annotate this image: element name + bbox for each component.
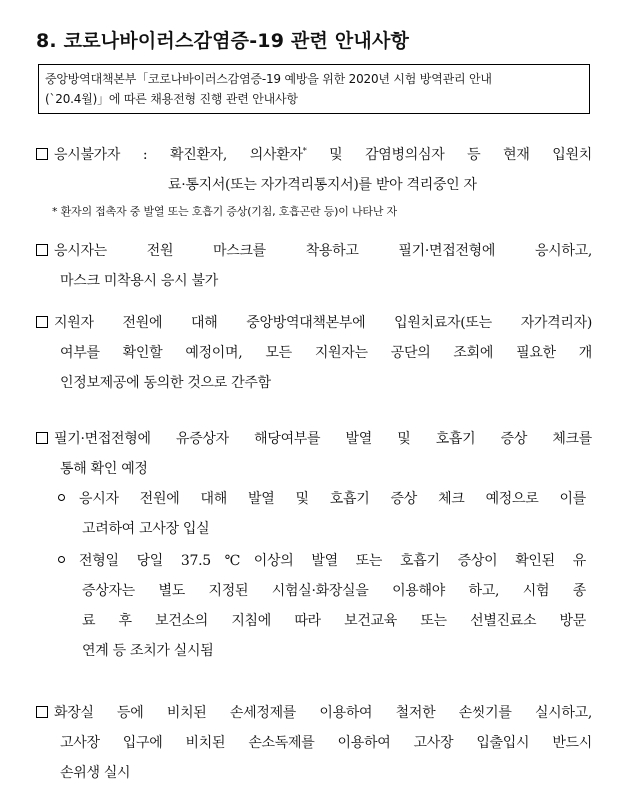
subitem-temperature-check <box>58 484 586 544</box>
item-line: 고사장 입구에 비치된 손소독제를 이용하여 고사장 입출입시 반드시 <box>60 735 592 751</box>
subitem-text: 응시자 전원에 대해 발열 및 호흡기 증상 체크 예정으로 이를 <box>79 491 586 507</box>
item-line: 손위생 실시 <box>60 765 131 781</box>
subitem-line: 료 후 보건소의 지침에 따라 보건교육 또는 선별진료소 방문 <box>82 613 586 629</box>
item-symptom-check <box>36 424 592 484</box>
subitem-line: 고려하여 고사장 입실 <box>82 521 210 537</box>
item-text: 필기·면접전형에 유증상자 해당여부를 발열 및 호흡기 증상 체크를 <box>54 431 592 447</box>
subitem-line <box>58 484 586 514</box>
item-verification <box>36 308 592 398</box>
checkbox-square-icon <box>36 316 48 328</box>
item-line <box>36 140 592 170</box>
circle-bullet-icon <box>58 494 65 501</box>
subitem-line: 증상자는 별도 지정된 시험실·화장실을 이용해야 하고, 시험 종 <box>82 583 586 599</box>
footnote-mark: * <box>302 146 307 156</box>
item-line <box>36 698 592 728</box>
item-text: 지원자 전원에 대해 중앙방역대책본부에 입원치료자(또는 자가격리자) <box>54 315 592 331</box>
item-text: 및 감염병의심자 등 현재 입원치 <box>306 147 592 163</box>
item-line <box>36 236 592 266</box>
item-line: 인정보제공에 동의한 것으로 간주함 <box>60 375 271 391</box>
subitem-line: 연계 등 조치가 실시됨 <box>82 643 214 659</box>
footnote: * 환자의 접촉자 중 발열 또는 호흡기 증상(기침, 호흡곤란 등)이 나타난 자 <box>52 205 397 218</box>
notice-line: 중앙방역대책본부「코로나바이러스감염증-19 예방을 위한 2020년 시험 방역관리 안내 <box>45 72 492 86</box>
item-hand-hygiene <box>36 698 592 788</box>
subitem-text: 전형일 당일 37.5℃이상의 발열 또는 호흡기 증상이 확인된 유 <box>79 553 586 569</box>
circle-bullet-icon <box>58 556 65 563</box>
item-line <box>36 424 592 454</box>
item-line: 여부를 확인할 예정이며, 모든 지원자는 공단의 조회에 필요한 개 <box>60 345 592 361</box>
notice-box <box>38 64 590 114</box>
item-text: 응시불가자 : 확진환자, 의사환자 <box>54 147 303 163</box>
checkbox-square-icon <box>36 244 48 256</box>
item-mask <box>36 236 592 296</box>
item-non-eligible <box>36 140 592 200</box>
checkbox-square-icon <box>36 432 48 444</box>
section-heading: 8. 코로나바이러스감염증-19 관련 안내사항 <box>36 30 410 52</box>
checkbox-square-icon <box>36 148 48 160</box>
checkbox-square-icon <box>36 706 48 718</box>
notice-line: (`20.4월)」에 따른 채용전형 진행 관련 안내사항 <box>45 92 298 106</box>
item-line: 마스크 미착용시 응시 불가 <box>60 273 218 289</box>
item-text: 화장실 등에 비치된 손세정제를 이용하여 철저한 손씻기를 실시하고, <box>54 705 592 721</box>
item-line: 통해 확인 예정 <box>60 461 148 477</box>
item-text: 응시자는 전원 마스크를 착용하고 필기·면접전형에 응시하고, <box>54 243 592 259</box>
item-line <box>36 308 592 338</box>
item-line: 료·통지서(또는 자가격리통지서)를 받아 격리중인 자 <box>168 177 477 193</box>
subitem-symptomatic <box>58 546 586 666</box>
subitem-line <box>58 546 586 576</box>
